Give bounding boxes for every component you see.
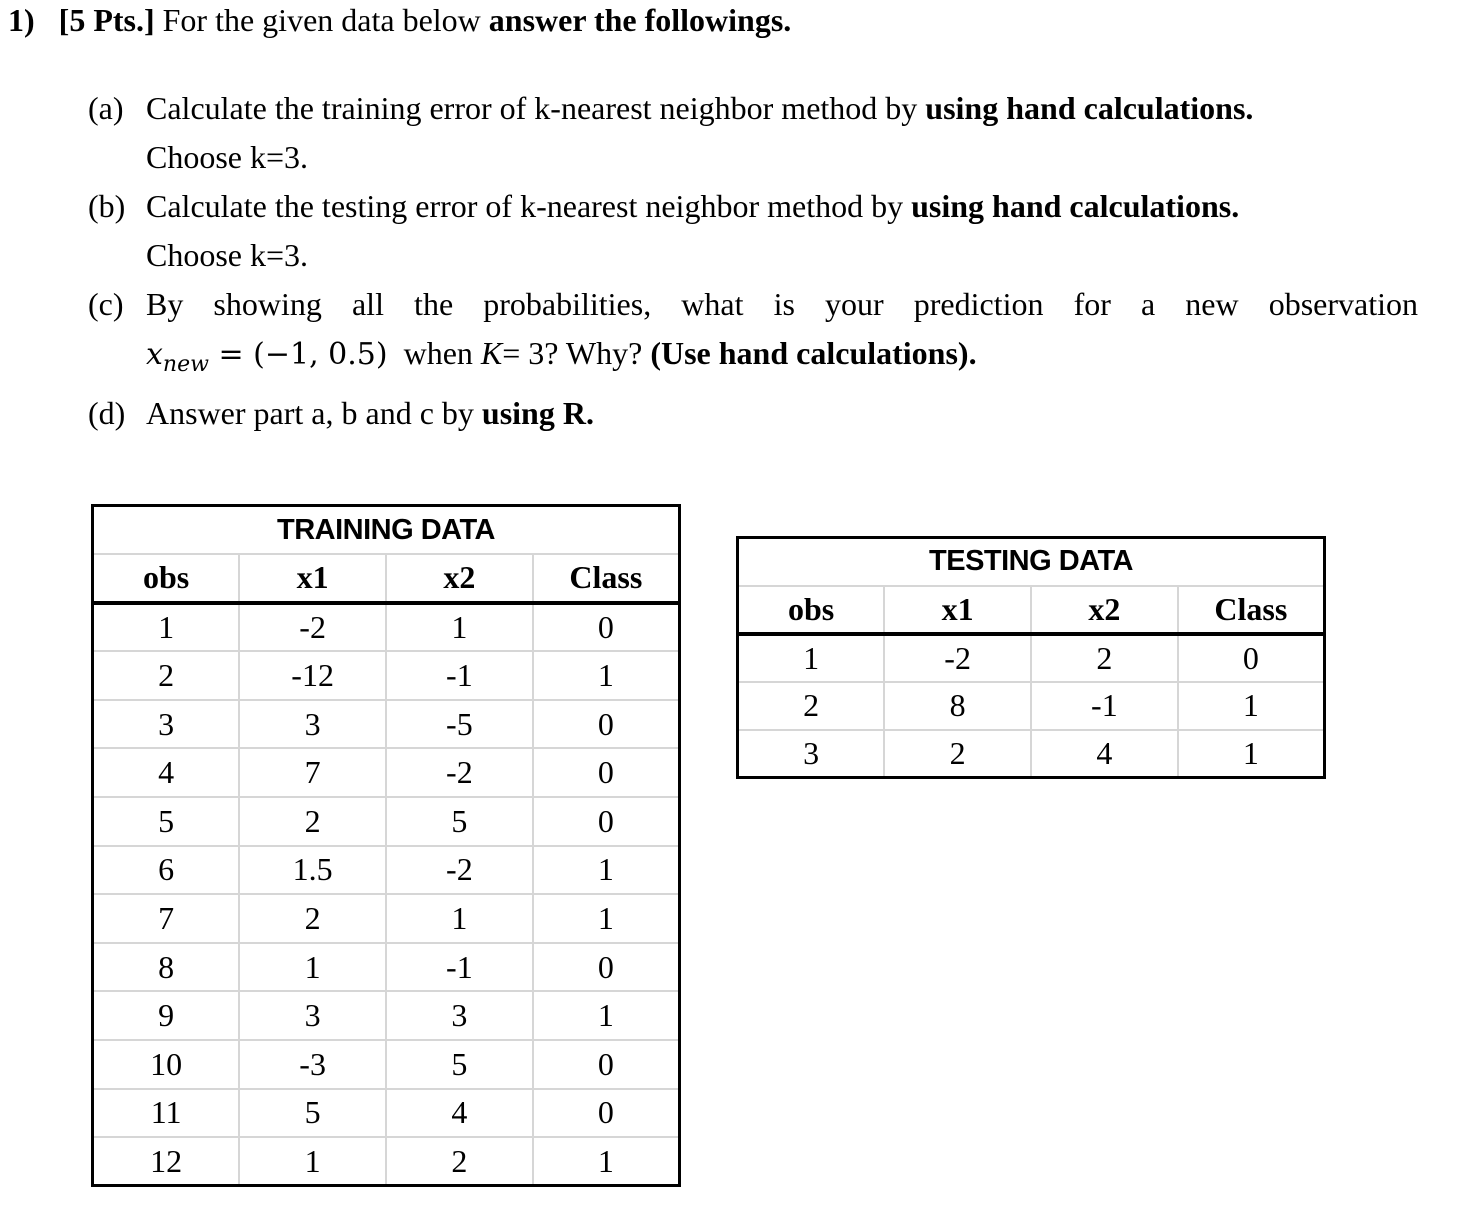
table-cell: 2 <box>1031 634 1178 682</box>
training-data-table <box>91 504 681 1187</box>
table-cell: 0 <box>1178 634 1325 682</box>
table-cell: 1.5 <box>239 846 386 895</box>
table-row <box>93 748 680 797</box>
table-cell: 0 <box>533 1040 680 1089</box>
table-row <box>93 603 680 652</box>
table-cell: 1 <box>533 651 680 700</box>
table-row <box>93 1089 680 1138</box>
table-cell: 9 <box>93 991 240 1040</box>
testing-table-title: TESTING DATA <box>738 538 1325 586</box>
table-cell: -2 <box>386 846 533 895</box>
table-cell: 1 <box>738 634 885 682</box>
table-row <box>93 700 680 749</box>
part-c <box>88 280 1418 389</box>
table-cell: 1 <box>533 846 680 895</box>
table-cell: 0 <box>533 1089 680 1138</box>
part-a <box>88 84 1418 182</box>
table-row <box>93 846 680 895</box>
part-a-line2: Choose k=3. <box>146 139 309 175</box>
table-row <box>93 651 680 700</box>
table-cell: -2 <box>884 634 1031 682</box>
table-row <box>93 894 680 943</box>
table-row <box>738 682 1325 730</box>
table-cell: 1 <box>533 894 680 943</box>
training-table-title: TRAINING DATA <box>93 506 680 555</box>
table-row <box>738 730 1325 778</box>
table-cell: 0 <box>533 797 680 846</box>
table-cell: 1 <box>1178 730 1325 778</box>
table-cell: -2 <box>239 603 386 652</box>
part-c-bold: (Use hand calculations). <box>650 335 977 371</box>
table-cell: 10 <box>93 1040 240 1089</box>
table-cell: -1 <box>386 943 533 992</box>
table-cell: 8 <box>93 943 240 992</box>
table-cell: 4 <box>93 748 240 797</box>
table-row <box>93 943 680 992</box>
table-cell: 5 <box>239 1089 386 1138</box>
table-cell: 3 <box>239 991 386 1040</box>
table-cell: 11 <box>93 1089 240 1138</box>
table-row <box>93 1137 680 1186</box>
table-cell: 1 <box>1178 682 1325 730</box>
part-c-k-var: K <box>480 335 503 371</box>
table-cell: 5 <box>386 1040 533 1089</box>
math-x-var: x <box>146 337 163 372</box>
question-prompt-bold: answer the followings. <box>488 2 792 38</box>
table-cell: -3 <box>239 1040 386 1089</box>
table-cell: 1 <box>533 991 680 1040</box>
table-row <box>93 1040 680 1089</box>
table-cell: 1 <box>239 1137 386 1186</box>
part-c-letter: (c) <box>88 286 124 322</box>
part-a-text: Calculate the training error of k-nearest neighbor method by <box>146 90 918 126</box>
training-col-x1: x1 <box>239 554 386 603</box>
table-cell: -12 <box>239 651 386 700</box>
part-d-bold: using R. <box>481 395 594 431</box>
table-row <box>93 797 680 846</box>
part-c-text: By showing all the probabilities, what is your prediction for a new observation <box>146 286 1418 322</box>
table-cell: 1 <box>386 603 533 652</box>
part-d <box>88 389 1418 438</box>
table-cell: 0 <box>533 943 680 992</box>
training-col-class: Class <box>533 554 680 603</box>
table-cell: 4 <box>1031 730 1178 778</box>
question-prompt: For the given data below <box>162 2 481 38</box>
table-row <box>93 991 680 1040</box>
training-col-obs: obs <box>93 554 240 603</box>
part-c-text2: when <box>403 335 473 371</box>
part-b-text: Calculate the testing error of k-nearest neighbor method by <box>146 188 904 224</box>
math-x-value: = (−1, 0.5) <box>218 337 388 372</box>
table-cell: 0 <box>533 748 680 797</box>
part-b-line2: Choose k=3. <box>146 237 309 273</box>
table-cell: -1 <box>386 651 533 700</box>
table-cell: 2 <box>738 682 885 730</box>
part-a-bold: using hand calculations. <box>925 90 1254 126</box>
table-cell: 3 <box>93 700 240 749</box>
table-cell: 0 <box>533 700 680 749</box>
table-cell: 7 <box>93 894 240 943</box>
question-header <box>8 2 791 39</box>
part-c-math <box>146 337 388 377</box>
table-cell: 8 <box>884 682 1031 730</box>
question-parts <box>88 84 1418 438</box>
testing-data-table <box>736 536 1326 779</box>
table-cell: 1 <box>93 603 240 652</box>
table-cell: 0 <box>533 603 680 652</box>
table-cell: 5 <box>93 797 240 846</box>
table-cell: -5 <box>386 700 533 749</box>
table-cell: 2 <box>93 651 240 700</box>
part-a-letter: (a) <box>88 90 124 126</box>
part-b-letter: (b) <box>88 188 126 224</box>
table-cell: 3 <box>386 991 533 1040</box>
table-cell: 12 <box>93 1137 240 1186</box>
part-b <box>88 182 1418 280</box>
table-cell: 1 <box>533 1137 680 1186</box>
table-cell: 3 <box>738 730 885 778</box>
table-cell: 2 <box>239 894 386 943</box>
math-x-sub: new <box>162 352 209 377</box>
question-number: 1) <box>8 2 35 38</box>
testing-col-class: Class <box>1178 586 1325 634</box>
table-cell: 4 <box>386 1089 533 1138</box>
part-d-text: Answer part a, b and c by <box>146 395 474 431</box>
training-col-x2: x2 <box>386 554 533 603</box>
testing-col-obs: obs <box>738 586 885 634</box>
question-points: [5 Pts.] <box>58 2 155 38</box>
table-cell: 2 <box>386 1137 533 1186</box>
table-cell: 2 <box>239 797 386 846</box>
testing-col-x1: x1 <box>884 586 1031 634</box>
part-c-text3: = 3? Why? <box>502 335 643 371</box>
table-cell: 3 <box>239 700 386 749</box>
testing-col-x2: x2 <box>1031 586 1178 634</box>
table-cell: 7 <box>239 748 386 797</box>
part-b-bold: using hand calculations. <box>911 188 1240 224</box>
part-d-letter: (d) <box>88 395 126 431</box>
table-row <box>738 634 1325 682</box>
table-cell: 6 <box>93 846 240 895</box>
table-cell: 1 <box>239 943 386 992</box>
table-cell: -1 <box>1031 682 1178 730</box>
table-cell: -2 <box>386 748 533 797</box>
table-cell: 5 <box>386 797 533 846</box>
table-cell: 1 <box>386 894 533 943</box>
table-cell: 2 <box>884 730 1031 778</box>
